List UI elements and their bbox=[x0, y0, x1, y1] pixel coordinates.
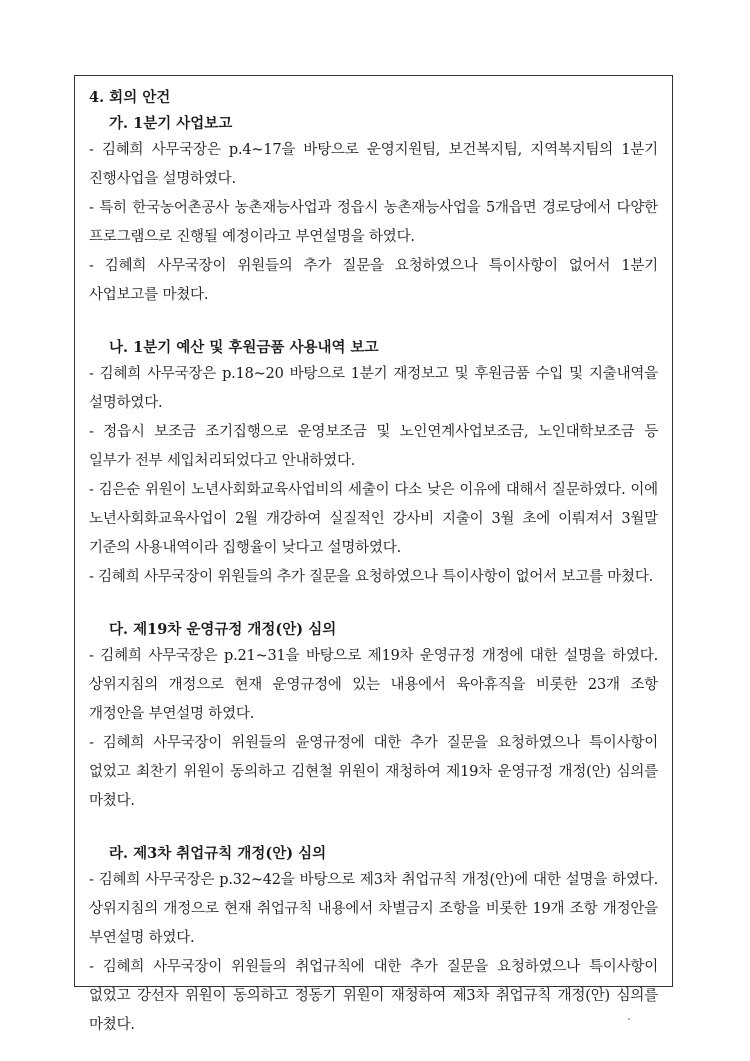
spacer bbox=[89, 592, 658, 620]
agenda-item-2 bbox=[89, 338, 658, 592]
spacer bbox=[89, 816, 658, 844]
agenda-paragraph: - 김혜희 사무국장은 p.21~31을 바탕으로 제19차 운영규정 개정에 대한 설명을 하였다. 상위지침의 개정으로 현재 운영규정에 있는 내용에서 육아휴직을 비롯한 23개 조항 개정안을 부연설명 하였다. bbox=[89, 648, 658, 722]
agenda-item-4 bbox=[89, 844, 658, 1040]
agenda-paragraph: - 김혜희 사무국장은 p.18~20 바탕으로 1분기 재정보고 및 후원금품 수입 및 지출내역을 설명하였다. bbox=[89, 366, 658, 411]
agenda-paragraph: - 정읍시 보조금 조기집행으로 운영보조금 및 노인연계사업보조금, 노인대학보조금 등 일부가 전부 세입처리되었다고 안내하였다. bbox=[89, 424, 658, 469]
agenda-paragraph: - 김혜희 사무국장이 위원들의 취업규칙에 대한 추가 질문을 요청하였으나 특이사항이 없었고 강선자 위원이 동의하고 정동기 위원이 재청하여 제3차 취업규칙 개정(안) 심의를 마쳤다. bbox=[89, 959, 658, 1033]
agenda-item-title: 다. 제19차 운영규정 개정(안) 심의 bbox=[109, 621, 337, 638]
agenda-paragraph: - 특히 한국농어촌공사 농촌재능사업과 정읍시 농촌재능사업을 5개읍면 경로당에서 다양한 프로그램으로 진행될 예정이라고 부연설명을 하였다. bbox=[89, 200, 658, 245]
scan-speck bbox=[628, 1018, 630, 1020]
agenda-item-title: 라. 제3차 취업규칙 개정(안) 심의 bbox=[109, 845, 327, 862]
spacer bbox=[89, 310, 658, 338]
agenda-paragraph: - 김혜희 사무국장이 위원들의 추가 질문을 요청하였으나 특이사항이 없어서 보고를 마쳤다. bbox=[89, 569, 654, 585]
agenda-paragraph: - 김혜희 사무국장은 p.32~42을 바탕으로 제3차 취업규칙 개정(안)에 대한 설명을 하였다. 상위지침의 개정으로 현재 취업규칙 내용에서 차별금지 조항을 비롯한 19개 조항 개정안을 부연설명 하였다. bbox=[89, 872, 658, 946]
agenda-item-1 bbox=[89, 114, 658, 310]
agenda-paragraph: - 김혜희 사무국장이 위원들의 추가 질문을 요청하였으나 특이사항이 없어서 1분기 사업보고를 마쳤다. bbox=[89, 258, 658, 303]
agenda-item-title: 나. 1분기 예산 및 후원금품 사용내역 보고 bbox=[109, 339, 379, 356]
section-title: 4. 회의 안건 bbox=[89, 89, 171, 106]
agenda-item-title: 가. 1분기 사업보고 bbox=[109, 115, 233, 132]
agenda-paragraph: - 김혜희 사무국장이 위원들의 윤영규정에 대한 추가 질문을 요청하였으나 특이사항이 없었고 최찬기 위원이 동의하고 김현철 위원이 재청하여 제19차 운영규정 개정(안) 심의를 마쳤다. bbox=[89, 735, 658, 809]
agenda-item-3 bbox=[89, 620, 658, 816]
agenda-paragraph: - 김혜희 사무국장은 p.4~17을 바탕으로 운영지원팀, 보건복지팀, 지역복지팀의 1분기 진행사업을 설명하였다. bbox=[89, 142, 658, 187]
agenda-paragraph: - 김은순 위원이 노년사회화교육사업비의 세출이 다소 낮은 이유에 대해서 질문하였다. 이에 노년사회화교육사업이 2월 개강하여 실질적인 강사비 지출이 3월 초에 이뤄져서 3월말 기준의 사용내역이라 집행율이 낮다고 설명하였다. bbox=[89, 482, 658, 556]
document-frame bbox=[74, 75, 673, 1033]
